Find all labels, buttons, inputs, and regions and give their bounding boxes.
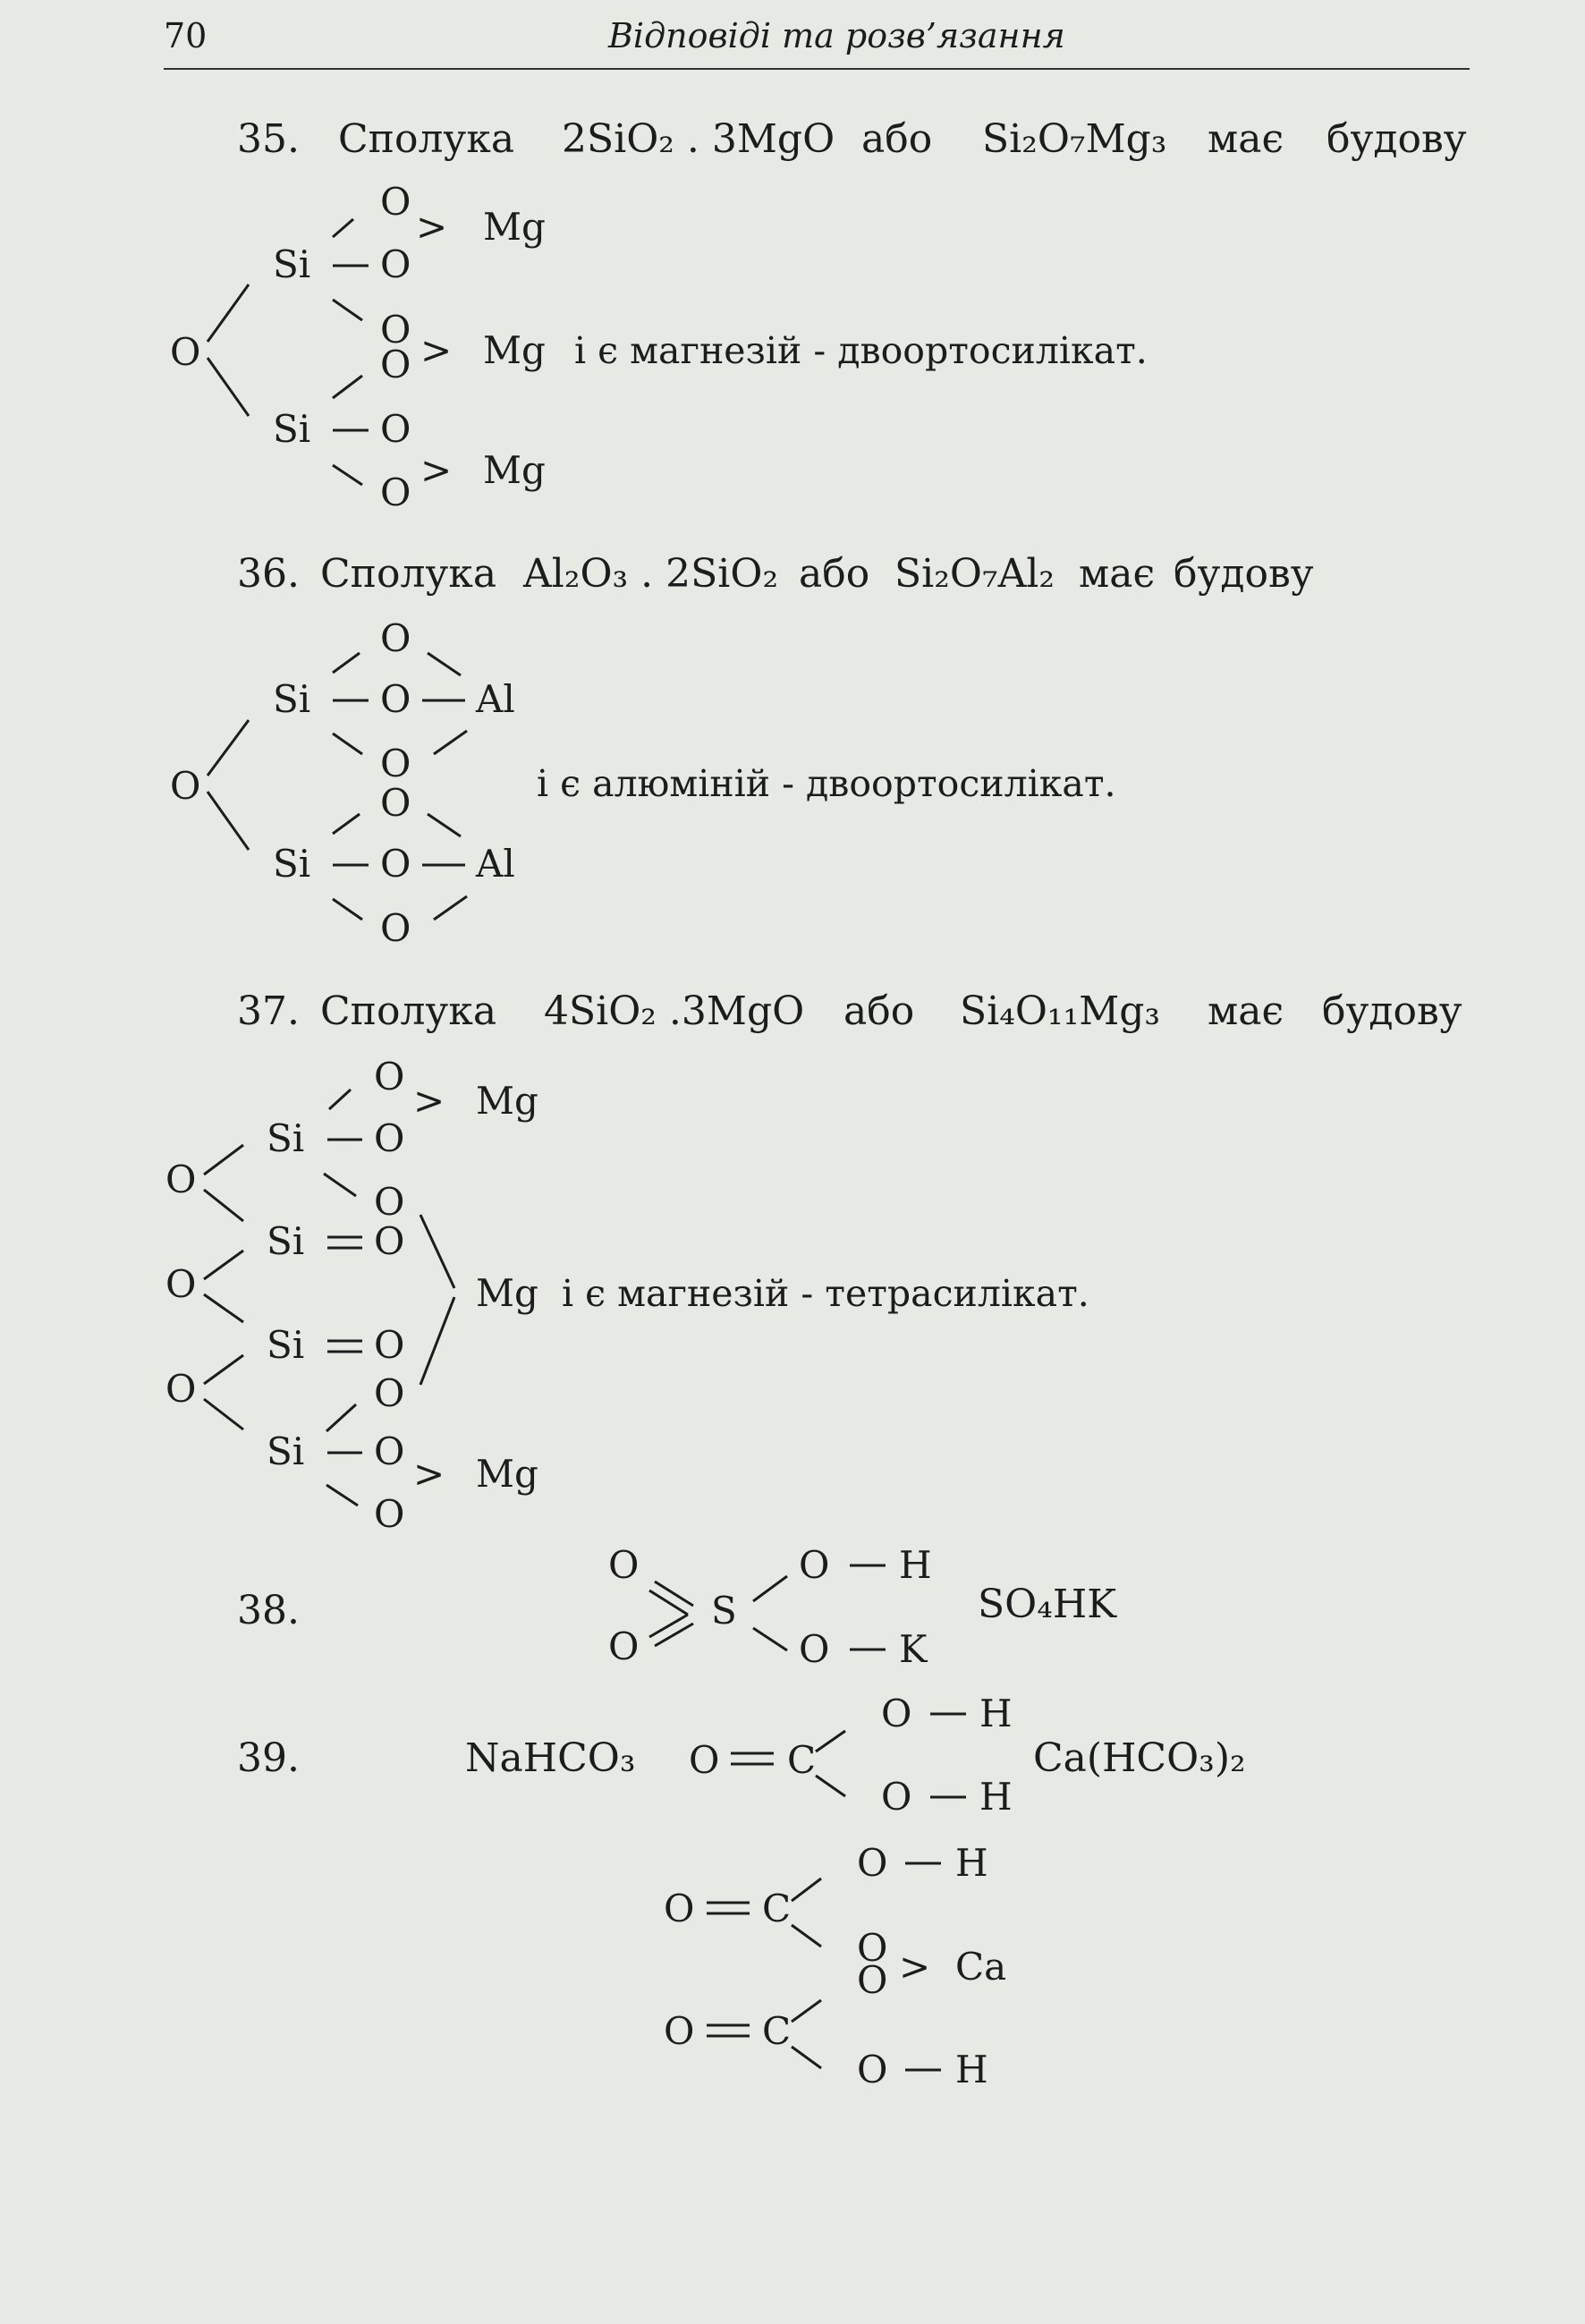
problem-35-number: 35. <box>237 116 300 162</box>
problem-35-description: і є магнезій - двоортосилікат. <box>574 329 1148 372</box>
atom-o: O <box>165 1367 197 1411</box>
atom-o: O <box>799 1543 830 1587</box>
atom-mg: Mg <box>483 328 546 372</box>
problem-37-conj: або <box>843 988 915 1034</box>
atom-o: O <box>881 1692 912 1735</box>
structure-37 <box>165 1055 538 1536</box>
atom-si: Si <box>273 842 311 886</box>
atom-k: K <box>899 1627 928 1671</box>
problem-35-tail: будову <box>1326 116 1467 162</box>
atom-o: O <box>165 1262 197 1306</box>
atom-o: O <box>374 1371 405 1415</box>
atom-si: Si <box>267 1323 305 1367</box>
atom-o: O <box>170 764 201 808</box>
atom-si: Si <box>273 242 311 286</box>
structure-39a <box>689 1692 1013 1819</box>
atom-o: O <box>689 1738 720 1782</box>
atom-o: O <box>380 781 411 825</box>
atom-o: O <box>380 742 411 785</box>
structure-38 <box>608 1543 932 1671</box>
atom-o: O <box>857 1958 888 2002</box>
atom-o: O <box>380 842 411 886</box>
atom-h: H <box>955 1841 988 1885</box>
atom-si: Si <box>267 1219 305 1263</box>
problem-36-formula1: Al₂O₃ . 2SiO₂ <box>523 551 779 597</box>
atom-si: Si <box>267 1116 305 1160</box>
arrow-sign: > <box>420 328 453 372</box>
atom-o: O <box>380 677 411 721</box>
problem-36-word: Сполука <box>320 551 497 597</box>
atom-o: O <box>380 180 411 224</box>
atom-o: O <box>374 1055 405 1098</box>
atom-o: O <box>664 2009 695 2053</box>
problem-37-formula2: Si₄O₁₁Mg₃ <box>960 988 1161 1034</box>
atom-o: O <box>608 1543 640 1587</box>
atom-o: O <box>857 2048 888 2091</box>
problem-35-word: Сполука <box>338 116 515 162</box>
atom-ca: Ca <box>955 1945 1007 1989</box>
atom-mg: Mg <box>483 205 546 249</box>
atom-o: O <box>857 1926 888 1970</box>
problem-39-formula-right: Ca(HCO₃)₂ <box>1033 1735 1246 1781</box>
problem-38-number: 38. <box>237 1588 300 1633</box>
atom-o: O <box>380 616 411 660</box>
problem-35-conj: або <box>861 116 933 162</box>
structure-35 <box>170 180 546 514</box>
atom-o: O <box>374 1219 405 1263</box>
atom-c: C <box>762 2009 792 2053</box>
page-number: 70 <box>164 16 208 55</box>
atom-o: O <box>374 1323 405 1367</box>
atom-o: O <box>380 471 411 514</box>
atom-o: O <box>881 1775 912 1819</box>
atom-o: O <box>608 1624 640 1668</box>
atom-mg: Mg <box>483 448 546 492</box>
atom-o: O <box>799 1627 830 1671</box>
running-title: Відповіді та розв’язання <box>608 16 1065 55</box>
atom-mg: Mg <box>476 1271 538 1315</box>
atom-o: O <box>374 1492 405 1536</box>
arrow-sign: > <box>420 448 453 492</box>
problem-35-formula1: 2SiO₂ . 3MgO <box>562 116 835 162</box>
problem-38-formula: SO₄HK <box>978 1582 1117 1627</box>
problem-36-formula2: Si₂O₇Al₂ <box>894 551 1055 597</box>
structure-39b <box>664 1841 1006 2091</box>
arrow-sign: > <box>413 1079 445 1123</box>
atom-o: O <box>380 308 411 352</box>
structure-36 <box>170 616 515 950</box>
arrow-sign: > <box>899 1945 931 1989</box>
atom-o: O <box>380 343 411 386</box>
problem-36-description: і є алюміній - двоортосилікат. <box>537 762 1116 805</box>
atom-o: O <box>374 1429 405 1473</box>
atom-h: H <box>955 2048 988 2091</box>
atom-o: O <box>374 1180 405 1224</box>
atom-mg: Mg <box>476 1452 538 1496</box>
atom-o: O <box>374 1116 405 1160</box>
problem-35-formula2: Si₂O₇Mg₃ <box>982 116 1167 162</box>
atom-o: O <box>170 330 201 374</box>
atom-mg: Mg <box>476 1079 538 1123</box>
atom-o: O <box>380 407 411 451</box>
atom-o: O <box>165 1158 197 1201</box>
arrow-sign: > <box>413 1452 445 1496</box>
arrow-sign: > <box>416 205 448 249</box>
problem-37-description: і є магнезій - тетрасилікат. <box>562 1272 1089 1315</box>
atom-h: H <box>979 1775 1013 1819</box>
atom-si: Si <box>267 1429 305 1473</box>
atom-al: Al <box>476 842 515 886</box>
atom-s: S <box>711 1589 737 1633</box>
problem-37-tail: будову <box>1322 988 1462 1034</box>
atom-h: H <box>979 1692 1013 1735</box>
atom-c: C <box>787 1738 817 1782</box>
problem-35-verb: має <box>1208 116 1284 162</box>
atom-si: Si <box>273 407 311 451</box>
problem-37-word: Сполука <box>320 988 497 1034</box>
atom-h: H <box>899 1543 932 1587</box>
atom-c: C <box>762 1887 792 1930</box>
problem-36-conj: або <box>799 551 870 597</box>
problem-39-number: 39. <box>237 1735 300 1781</box>
atom-o: O <box>664 1887 695 1930</box>
atom-o: O <box>380 906 411 950</box>
atom-o: O <box>857 1841 888 1885</box>
problem-37-number: 37. <box>237 988 300 1034</box>
problem-37-verb: має <box>1208 988 1284 1034</box>
atom-si: Si <box>273 677 311 721</box>
atom-al: Al <box>476 677 515 721</box>
problem-37-formula1: 4SiO₂ .3MgO <box>544 988 805 1034</box>
problem-39-formula-left: NaHCO₃ <box>465 1735 636 1781</box>
problem-36-tail: будову <box>1174 551 1314 597</box>
problem-36-verb: має <box>1079 551 1156 597</box>
problem-36-number: 36. <box>237 551 300 597</box>
atom-o: O <box>380 242 411 286</box>
